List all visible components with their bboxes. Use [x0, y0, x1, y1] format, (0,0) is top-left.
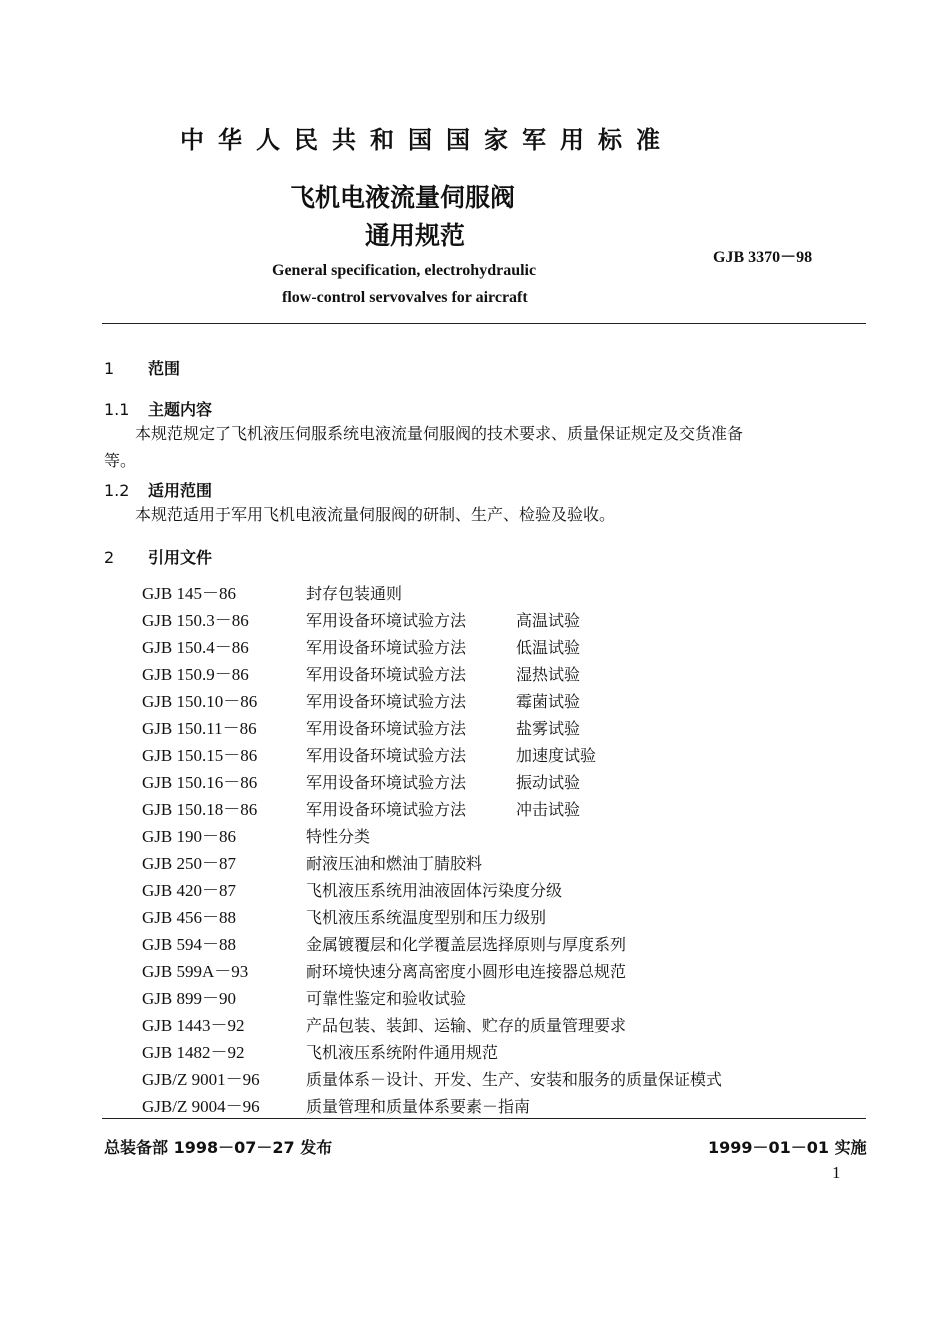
reference-code: GJB 150.3－86: [142, 611, 249, 630]
reference-subtitle: 盐雾试验: [516, 719, 581, 738]
reference-code: GJB 1482－92: [142, 1043, 245, 1062]
reference-code: GJB 150.16－86: [142, 773, 258, 792]
reference-title: 飞机液压系统温度型别和压力级别: [306, 908, 547, 927]
reference-subtitle: 湿热试验: [516, 665, 581, 684]
issue-date: 总装备部 1998－07－27 发布: [104, 1138, 333, 1157]
standard-org-title: 中华人民共和国国家军用标准: [180, 126, 674, 154]
section-1-2-heading: [104, 478, 212, 501]
reference-title: 军用设备环境试验方法: [306, 692, 467, 711]
reference-title: 军用设备环境试验方法: [306, 719, 467, 738]
section-2-heading: [104, 545, 212, 568]
reference-code: GJB 456－88: [142, 908, 236, 927]
reference-code: GJB/Z 9001－96: [142, 1070, 260, 1089]
reference-code: GJB 150.15－86: [142, 746, 258, 765]
en-title-line2: flow-control servovalves for aircraft: [282, 289, 528, 306]
reference-subtitle: 冲击试验: [516, 800, 581, 819]
reference-title: 质量管理和质量体系要素－指南: [306, 1097, 531, 1116]
effective-date: 1999－01－01 实施: [708, 1138, 867, 1157]
reference-code: GJB 145－86: [142, 584, 236, 603]
reference-title: 可靠性鉴定和验收试验: [306, 989, 467, 1008]
reference-subtitle: 霉菌试验: [516, 692, 581, 711]
reference-code: GJB 150.4－86: [142, 638, 249, 657]
section-1-1-text-line1: 本规范规定了飞机液压伺服系统电液流量伺服阀的技术要求、质量保证规定及交货准备: [135, 424, 744, 443]
reference-title: 质量体系－设计、开发、生产、安装和服务的质量保证模式: [306, 1070, 723, 1089]
section-1-1-text-line2: 等。: [104, 451, 137, 470]
reference-code: GJB 594－88: [142, 935, 236, 954]
reference-title: 军用设备环境试验方法: [306, 665, 467, 684]
reference-code: GJB 599A－93: [142, 962, 249, 981]
reference-title: 金属镀覆层和化学覆盖层选择原则与厚度系列: [306, 935, 627, 954]
reference-code: GJB 420－87: [142, 881, 236, 900]
section-1-2-text: 本规范适用于军用飞机电液流量伺服阀的研制、生产、检验及验收。: [135, 505, 616, 524]
section-number: 1: [104, 359, 115, 378]
en-title-line1: General specification, electrohydraulic: [272, 262, 537, 279]
section-title: 范围: [148, 359, 181, 378]
reference-code: GJB 190－86: [142, 827, 236, 846]
reference-title: 产品包装、装卸、运输、贮存的质量管理要求: [306, 1016, 627, 1035]
reference-code: GJB 1443－92: [142, 1016, 245, 1035]
reference-subtitle: 低温试验: [516, 638, 581, 657]
reference-title: 军用设备环境试验方法: [306, 800, 467, 819]
reference-title: 军用设备环境试验方法: [306, 773, 467, 792]
reference-subtitle: 高温试验: [516, 611, 581, 630]
cn-title-line1: 飞机电液流量伺服阀: [290, 183, 516, 212]
reference-title: 军用设备环境试验方法: [306, 611, 467, 630]
reference-subtitle: 振动试验: [516, 773, 581, 792]
reference-title: 飞机液压系统用油液固体污染度分级: [306, 881, 563, 900]
reference-title: 耐环境快速分离高密度小圆形电连接器总规范: [306, 962, 627, 981]
reference-title: 封存包装通则: [306, 584, 403, 603]
reference-code: GJB 250－87: [142, 854, 236, 873]
reference-code: GJB 150.10－86: [142, 692, 258, 711]
section-1-heading: [104, 356, 180, 379]
section-number: 1.2: [104, 481, 130, 500]
standard-code: GJB 3370－98: [713, 249, 813, 266]
reference-code: GJB/Z 9004－96: [142, 1097, 260, 1116]
reference-title: 耐液压油和燃油丁腈胶料: [306, 854, 483, 873]
title-divider: [102, 323, 866, 324]
footer-divider: [102, 1118, 866, 1119]
reference-subtitle: 加速度试验: [516, 746, 597, 765]
section-number: 1.1: [104, 400, 130, 419]
cn-title-line2: 通用规范: [365, 221, 466, 250]
reference-code: GJB 150.11－86: [142, 719, 257, 738]
reference-code: GJB 150.18－86: [142, 800, 258, 819]
section-1-1-heading: [104, 397, 212, 420]
reference-title: 飞机液压系统附件通用规范: [306, 1043, 499, 1062]
reference-code: GJB 899－90: [142, 989, 236, 1008]
page-number: 1: [832, 1163, 841, 1182]
reference-title: 军用设备环境试验方法: [306, 638, 467, 657]
section-title: 主题内容: [148, 400, 213, 419]
section-number: 2: [104, 548, 115, 567]
section-title: 引用文件: [148, 548, 213, 567]
section-title: 适用范围: [148, 481, 213, 500]
reference-title: 特性分类: [306, 827, 371, 846]
reference-title: 军用设备环境试验方法: [306, 746, 467, 765]
reference-code: GJB 150.9－86: [142, 665, 249, 684]
